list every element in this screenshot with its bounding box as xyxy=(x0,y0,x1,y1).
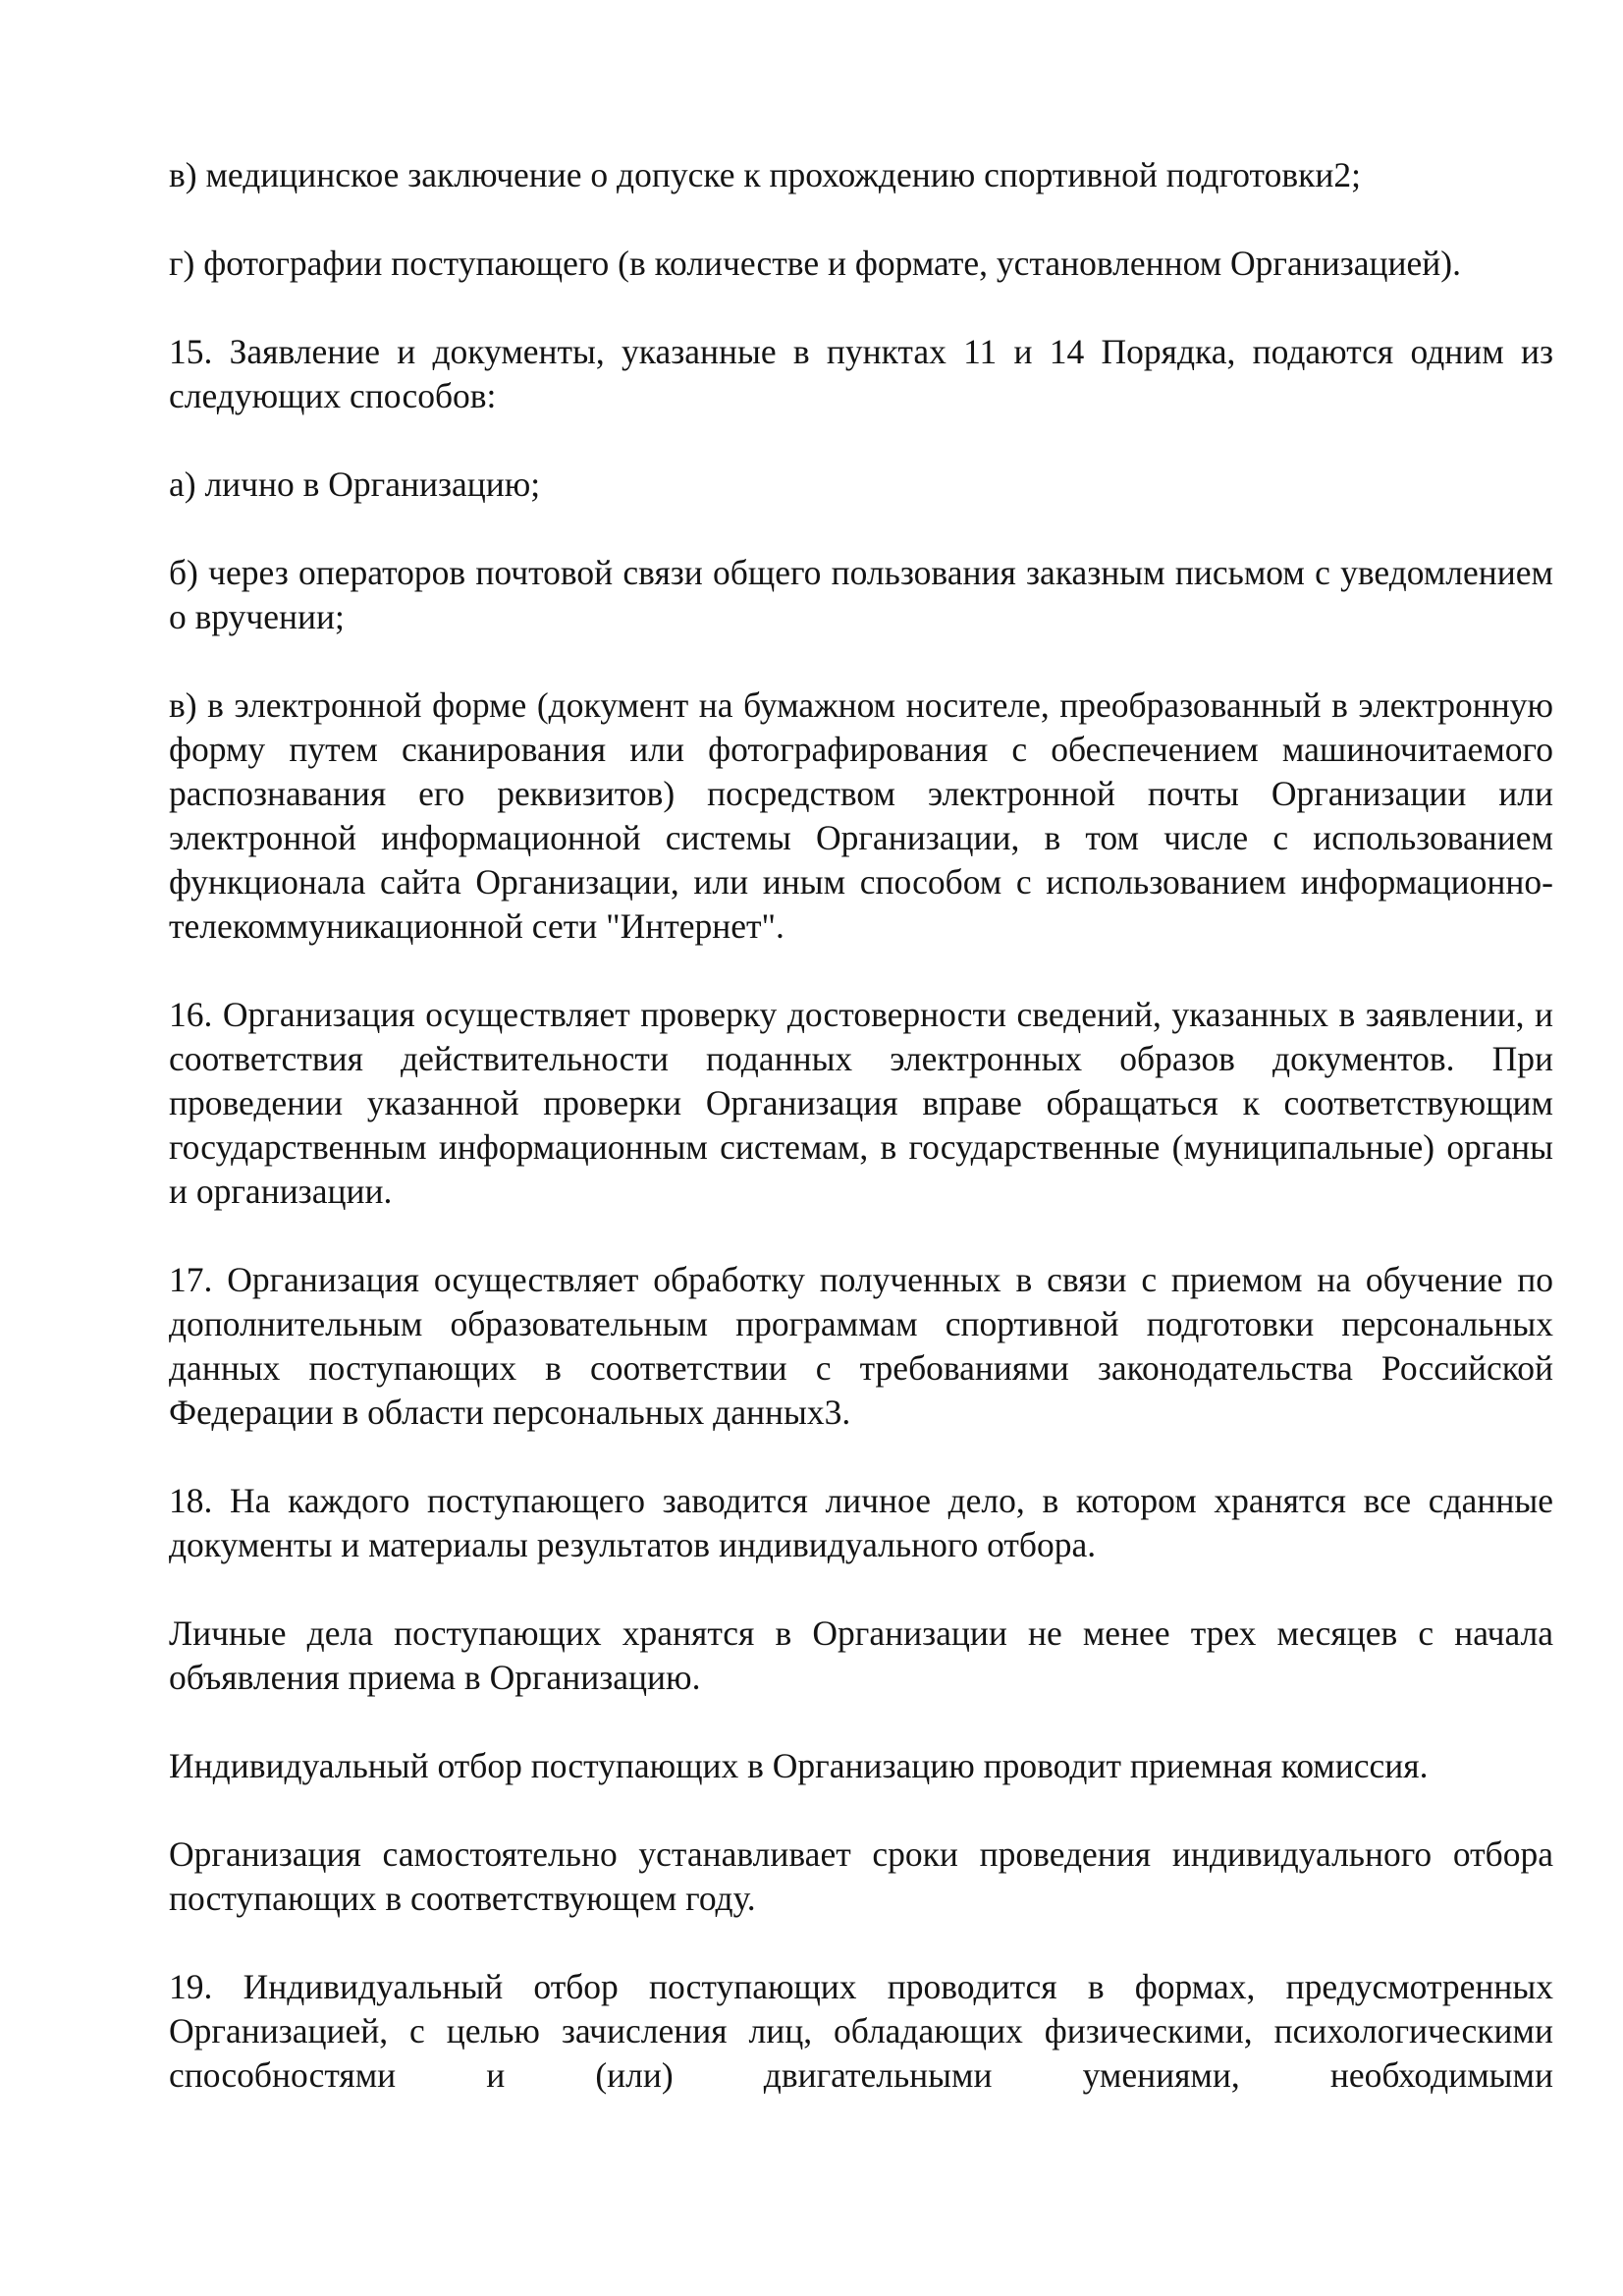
paragraph-19-selection-forms: 19. Индивидуальный отбор поступающих проводится в формах, предусмотренных Организацией, с целью зачисления лиц, обладающих физическими, психологическими способностями и (или) двигательными умениями, необходимыми xyxy=(169,1967,1553,2095)
paragraph-selection-dates: Организация самостоятельно устанавливает сроки проведения индивидуального отбора поступающих в соответствующем году. xyxy=(169,1834,1553,1918)
paragraph-16-verification: 16. Организация осуществляет проверку достоверности сведений, указанных в заявлении, и соответствия действительности поданных электронных образов документов. При проведении указанной проверки Организация вправе обращаться к соответствующим государственным информационным системам, в государственные (муниципальные) органы и организации. xyxy=(169,995,1553,1211)
paragraph-photos: г) фотографии поступающего (в количестве и формате, установленном Организацией). xyxy=(169,244,1461,283)
paragraph-file-storage: Личные дела поступающих хранятся в Организации не менее трех месяцев с начала объявления приема в Организацию. xyxy=(169,1613,1553,1697)
document-body xyxy=(169,153,1553,2098)
paragraph-electronic-form: в) в электронной форме (документ на бумажном носителе, преобразованный в электронную форму путем сканирования или фотографирования с обеспечением машиночитаемого распознавания его реквизитов) посредством электронной почты Организации или электронной информационной системы Организации, в том числе с использованием функционала сайта Организации, или иным способом с использованием информационно-телекоммуникационной сети "Интернет". xyxy=(169,685,1553,946)
paragraph-17-personal-data: 17. Организация осуществляет обработку полученных в связи с приемом на обучение по дополнительным образовательным программам спортивной подготовки персональных данных поступающих в соответствии с требованиями законодательства Российской Федерации в области персональных данных3. xyxy=(169,1260,1553,1432)
paragraph-15-submission-methods: 15. Заявление и документы, указанные в пунктах 11 и 14 Порядка, подаются одним из следующих способов: xyxy=(169,332,1553,415)
paragraph-medical-certificate: в) медицинское заключение о допуске к прохождению спортивной подготовки2; xyxy=(169,155,1361,194)
paragraph-admission-committee: Индивидуальный отбор поступающих в Организацию проводит приемная комиссия. xyxy=(169,1746,1429,1785)
paragraph-18-personal-file: 18. На каждого поступающего заводится личное дело, в котором хранятся все сданные документы и материалы результатов индивидуального отбора. xyxy=(169,1481,1553,1564)
paragraph-by-post: б) через операторов почтовой связи общего пользования заказным письмом с уведомлением о вручении; xyxy=(169,553,1553,636)
paragraph-in-person: а) лично в Организацию; xyxy=(169,465,541,504)
